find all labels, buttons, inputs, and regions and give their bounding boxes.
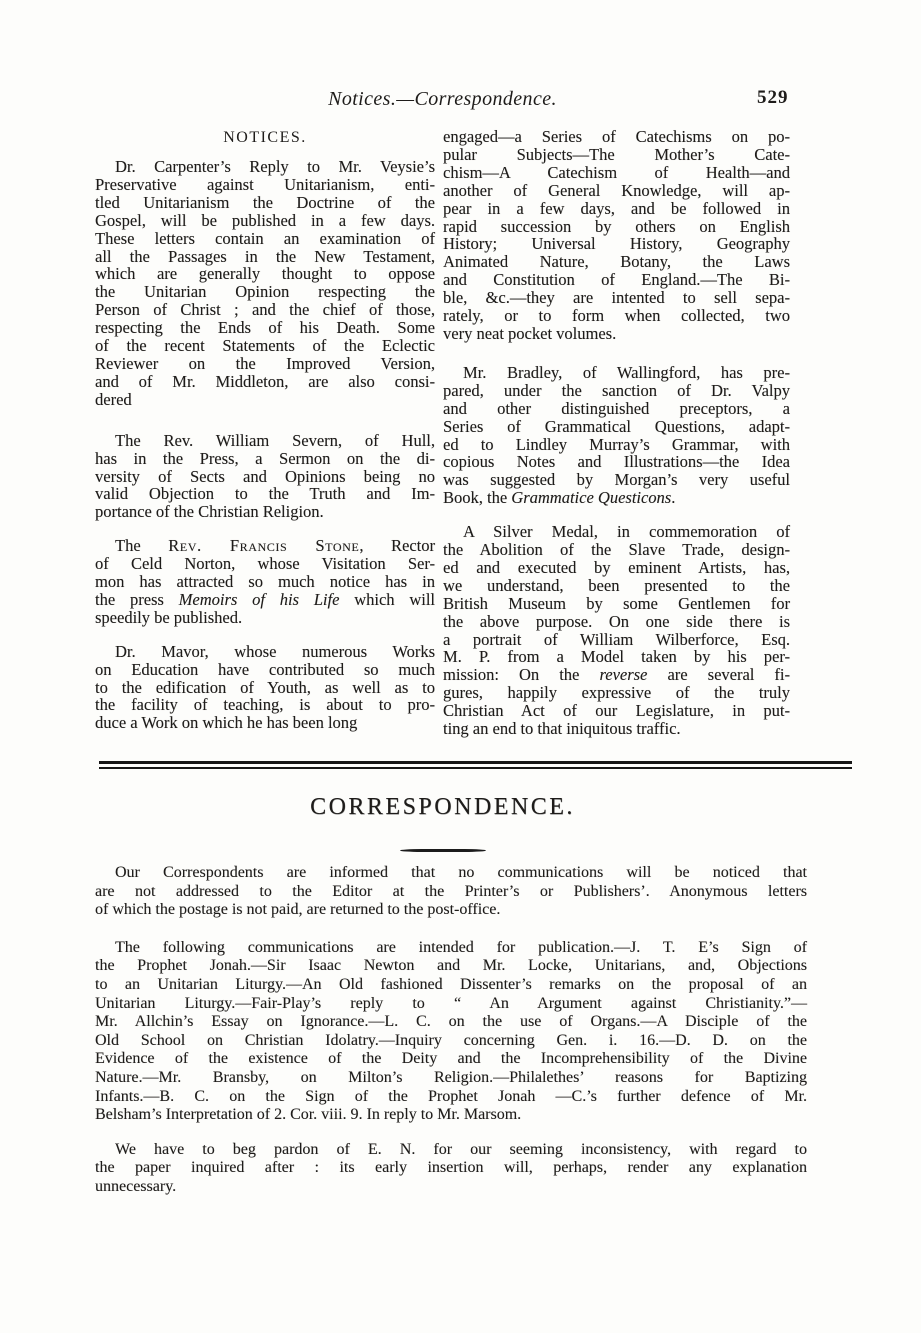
text-line: versity of Sects and Opinions being no [95, 466, 435, 486]
text-line: engaged—a Series of Catechisms on po- [443, 127, 790, 146]
correspondence-section-heading: CORRESPONDENCE. [310, 794, 575, 820]
text-line: The Rev. William Severn, of Hull, [115, 430, 435, 450]
text-line: all the Passages in the New Testament, [95, 246, 435, 266]
text-line: History; Universal History, Geography [443, 234, 790, 254]
text-line: Nature.—Mr. Bransby, on Milton’s Religion.—Philalethes’ reasons for Baptizing [95, 1068, 807, 1086]
paragraph [443, 523, 790, 738]
text-line: ed to Lindley Murray’s Grammar, with [443, 434, 790, 454]
text-line: The Rev. Francis Stone, Rector [115, 536, 436, 556]
text-line: copious Notes and Illustrations—the Idea [443, 452, 790, 472]
text-line: Mr. Bradley, of Wallingford, has pre- [463, 362, 790, 382]
text-line: was suggested by Morgan’s very useful [443, 470, 790, 490]
text-line: duce a Work on which he has been long [95, 713, 358, 733]
text-line: which are generally thought to oppose [95, 264, 435, 284]
text-line: to an Unitarian Liturgy.—An Old fashioned Dissenter’s remarks on the proposal of an [95, 975, 807, 993]
paragraph [443, 128, 790, 343]
notices-section-heading: NOTICES. [223, 129, 307, 146]
text-line: Unitarian Liturgy.—Fair-Play’s reply to “ An Argument against Christianity.”— [95, 994, 807, 1012]
text-line: pared, under the sanction of Dr. Valpy [443, 380, 790, 400]
text-line: Book, the Grammatice Questicons. [443, 488, 676, 508]
text-line: speedily be published. [95, 607, 243, 627]
text-line: very neat pocket volumes. [443, 323, 617, 343]
text-line: Reviewer on the Improved Version, [95, 353, 435, 373]
text-line: mon has attracted so much notice has in [95, 572, 435, 592]
text-line: the Abolition of the Slave Trade, design- [443, 540, 790, 560]
text-line: another of General Knowledge, will ap- [443, 180, 790, 200]
text-line: the paper inquired after : its early insertion will, perhaps, render any explanation [95, 1159, 807, 1177]
text-line: respecting the Ends of his Death. Some [95, 318, 435, 338]
text-line: the press Memoirs of his Life which will [95, 589, 435, 609]
text-line: chism—A Catechism of Health—and [443, 162, 790, 182]
text-line: valid Objection to the Truth and Im- [95, 484, 435, 504]
text-line: and of Mr. Middleton, are also consi- [95, 371, 435, 391]
text-line: Mr. Allchin’s Essay on Ignorance.—L. C. on the use of Organs.—A Disciple of the [95, 1013, 807, 1031]
text-line: Gospel, will be published in a few days. [95, 210, 435, 230]
text-line: Dr. Mavor, whose numerous Works [115, 641, 435, 661]
decorative-rule [95, 849, 790, 852]
notices-left-column [95, 158, 435, 748]
text-line: and Constitution of England.—The Bi- [443, 270, 790, 290]
text-line: Preservative against Unitarianism, enti- [95, 174, 435, 194]
text-line: pular Subjects—The Mother’s Cate- [443, 144, 790, 164]
text-line: and other distinguished preceptors, a [443, 398, 790, 418]
paragraph [95, 432, 435, 522]
running-title: Notices.—Correspondence. [328, 88, 557, 110]
text-line: Infants.—B. C. on the Sign of the Prophet Jonah —C.’s further defence of Mr. [95, 1087, 807, 1105]
text-line: ed and executed by eminent Artists, has, [443, 557, 790, 577]
text-line: tled Unitarianism the Doctrine of the [95, 192, 435, 212]
text-line: rapid succession by others on English [443, 216, 790, 236]
text-line: These letters contain an examination of [95, 228, 435, 248]
text-line: the Unitarian Opinion respecting the [95, 282, 435, 302]
paragraph [95, 864, 807, 920]
text-line: of the recent Statements of the Eclectic [95, 336, 435, 356]
text-line: A Silver Medal, in commemoration of [463, 522, 790, 542]
text-line: M. P. from a Model taken by his per- [443, 647, 790, 667]
text-line: Animated Nature, Botany, the Laws [443, 252, 790, 272]
text-line: Evidence of the existence of the Deity and the Incomprehensibility of the Divine [95, 1050, 807, 1068]
text-line: We have to beg pardon of E. N. for our seeming inconsistency, with regard to [115, 1140, 807, 1158]
text-line: to the edification of Youth, as well as to [95, 677, 435, 697]
text-line: rately, or to form when collected, two [443, 306, 790, 326]
text-line: The following communications are intended for publication.—J. T. E’s Sign of [115, 938, 807, 956]
text-line: unnecessary. [95, 1177, 177, 1195]
text-line: Christian Act of our Legislature, in put- [443, 701, 790, 721]
paragraph [95, 643, 435, 733]
text-line: are not addressed to the Editor at the Printer’s or Publishers’. Anonymous letters [95, 882, 807, 900]
text-line: dered [95, 389, 132, 409]
text-line: British Museum by some Gentlemen for [443, 593, 790, 613]
text-line: Series of Grammatical Questions, adapt- [443, 416, 790, 436]
text-line: of Celd Norton, whose Visitation Ser- [95, 554, 435, 574]
text-line: Person of Christ ; and the chief of those, [95, 300, 435, 320]
text-line: mission: On the reverse are several fi- [443, 665, 790, 685]
text-line: ting an end to that iniquitous traffic. [443, 719, 681, 739]
text-line: we understand, been presented to the [443, 575, 790, 595]
text-line: the above purpose. On one side there is [443, 611, 790, 631]
text-line: the Prophet Jonah.—Sir Isaac Newton and Mr. Locke, Unitarians, and, Objections [95, 957, 807, 975]
text-line: portance of the Christian Religion. [95, 502, 324, 522]
text-line: Our Correspondents are informed that no communications will be noticed that [115, 864, 807, 881]
text-line: Old School on Christian Idolatry.—Inquiry concerning Gen. i. 16.—D. D. on the [95, 1031, 807, 1049]
text-line: the facility of teaching, is about to pro- [95, 695, 435, 715]
text-line: has in the Press, a Sermon on the di- [95, 448, 435, 468]
text-line: on Education have contributed so much [95, 659, 435, 679]
paragraph [95, 537, 435, 627]
paragraph [95, 158, 435, 409]
text-line: Belsham’s Interpretation of 2. Cor. viii. 9. In reply to Mr. Marsom. [95, 1106, 522, 1124]
text-line: Dr. Carpenter’s Reply to Mr. Veysie’s [115, 157, 435, 176]
page-number: 529 [757, 87, 789, 108]
decorative-rule-bar [400, 849, 486, 852]
correspondence-paragraphs [95, 864, 807, 1213]
text-line: gures, happily expressive of the truly [443, 683, 790, 703]
text-line: pear in a few days, and be followed in [443, 198, 790, 218]
paragraph [95, 1141, 807, 1197]
paragraph [95, 939, 807, 1125]
text-line: ble, &c.—they are intented to sell sepa- [443, 288, 790, 308]
text-line: of which the postage is not paid, are returned to the post-office. [95, 901, 501, 919]
notices-right-column [443, 128, 790, 754]
text-line: a portrait of William Wilberforce, Esq. [443, 629, 790, 649]
section-divider-rule [99, 761, 852, 769]
paragraph [443, 364, 790, 507]
